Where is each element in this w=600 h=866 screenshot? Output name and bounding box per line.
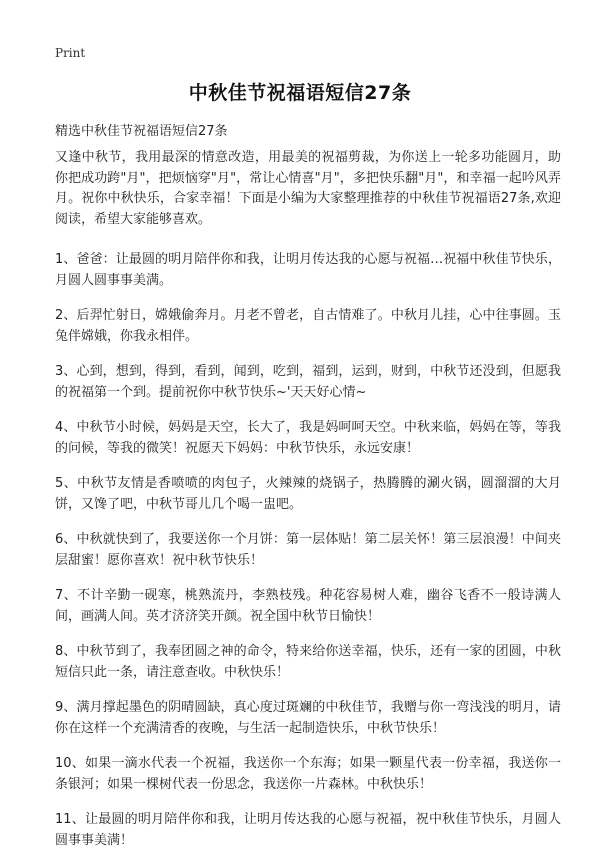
document-subtitle: 精选中秋佳节祝福语短信27条	[55, 124, 228, 139]
greeting-item: 3、心到，想到，得到，看到，闻到，吃到，福到，运到，财到，中秋节还没到，但愿我的祝福第一个到。提前祝你中秋节快乐~'天天好心情~	[55, 364, 561, 400]
greeting-item: 9、满月撑起墨色的阴晴圆缺，真心度过斑斓的中秋佳节，我赠与你一弯浅浅的明月，请你在这样一个充满清香的夜晚，与生活一起制造快乐，中秋节快乐！	[55, 700, 561, 736]
greeting-item: 5、中秋节友情是香喷喷的肉包子，火辣辣的烧锅子，热腾腾的涮火锅，圆溜溜的大月饼，又馋了吧，中秋节哥儿几个喝一盅吧。	[55, 476, 561, 512]
greeting-item: 8、中秋节到了，我奉团圆之神的命令，特来给你送幸福，快乐，还有一家的团圆，中秋短信只此一条，请注意查收。中秋快乐！	[55, 644, 561, 680]
page-title: 中秋佳节祝福语短信27条	[188, 82, 412, 104]
intro-paragraph: 又逢中秋节，我用最深的情意改造，用最美的祝福剪裁，为你送上一轮多功能圆月，助你把成功跨"月"，把烦恼穿"月"，常让心情喜"月"，多把快乐翻"月"，和幸福一起吟风弄月。祝你中秋快乐，合家幸福！下面是小编为大家整理推荐的中秋佳节祝福语27条,欢迎阅读，希望大家能够喜欢。	[55, 150, 561, 227]
greeting-item: 11、让最圆的明月陪伴你和我，让明月传达我的心愿与祝福，祝中秋佳节快乐，月圆人圆事事美满！	[55, 812, 561, 848]
greeting-item: 10、如果一滴水代表一个祝福，我送你一个东海；如果一颗星代表一份幸福，我送你一条银河；如果一棵树代表一份思念，我送你一片森林。中秋快乐！	[55, 756, 561, 792]
article-body	[55, 148, 561, 866]
greeting-item: 2、后羿忙射日，嫦娥偷奔月。月老不曾老，自古情难了。中秋月儿挂，心中往事圆。玉兔伴嫦娥，你我永相伴。	[55, 308, 561, 344]
greeting-item: 4、中秋节小时候，妈妈是天空，长大了，我是妈呵呵天空。中秋来临，妈妈在等，等我的问候，等我的微笑！祝愿天下妈妈：中秋节快乐，永远安康！	[55, 420, 561, 456]
greeting-item: 6、中秋就快到了，我要送你一个月饼：第一层体贴！第二层关怀！第三层浪漫！中间夹层甜蜜！愿你喜欢！祝中秋节快乐！	[55, 532, 561, 568]
print-link[interactable]: Print	[55, 46, 86, 60]
greeting-item: 1、爸爸：让最圆的明月陪伴你和我，让明月传达我的心愿与祝福…祝福中秋佳节快乐，月圆人圆事事美满。	[55, 252, 561, 288]
greeting-item: 7、不计辛勤一砚寒，桃熟流丹，李熟枝残。种花容易树人难，幽谷飞香不一般诗满人间，画满人间。英才济济笑开颜。祝全国中秋节日愉快！	[55, 588, 561, 624]
